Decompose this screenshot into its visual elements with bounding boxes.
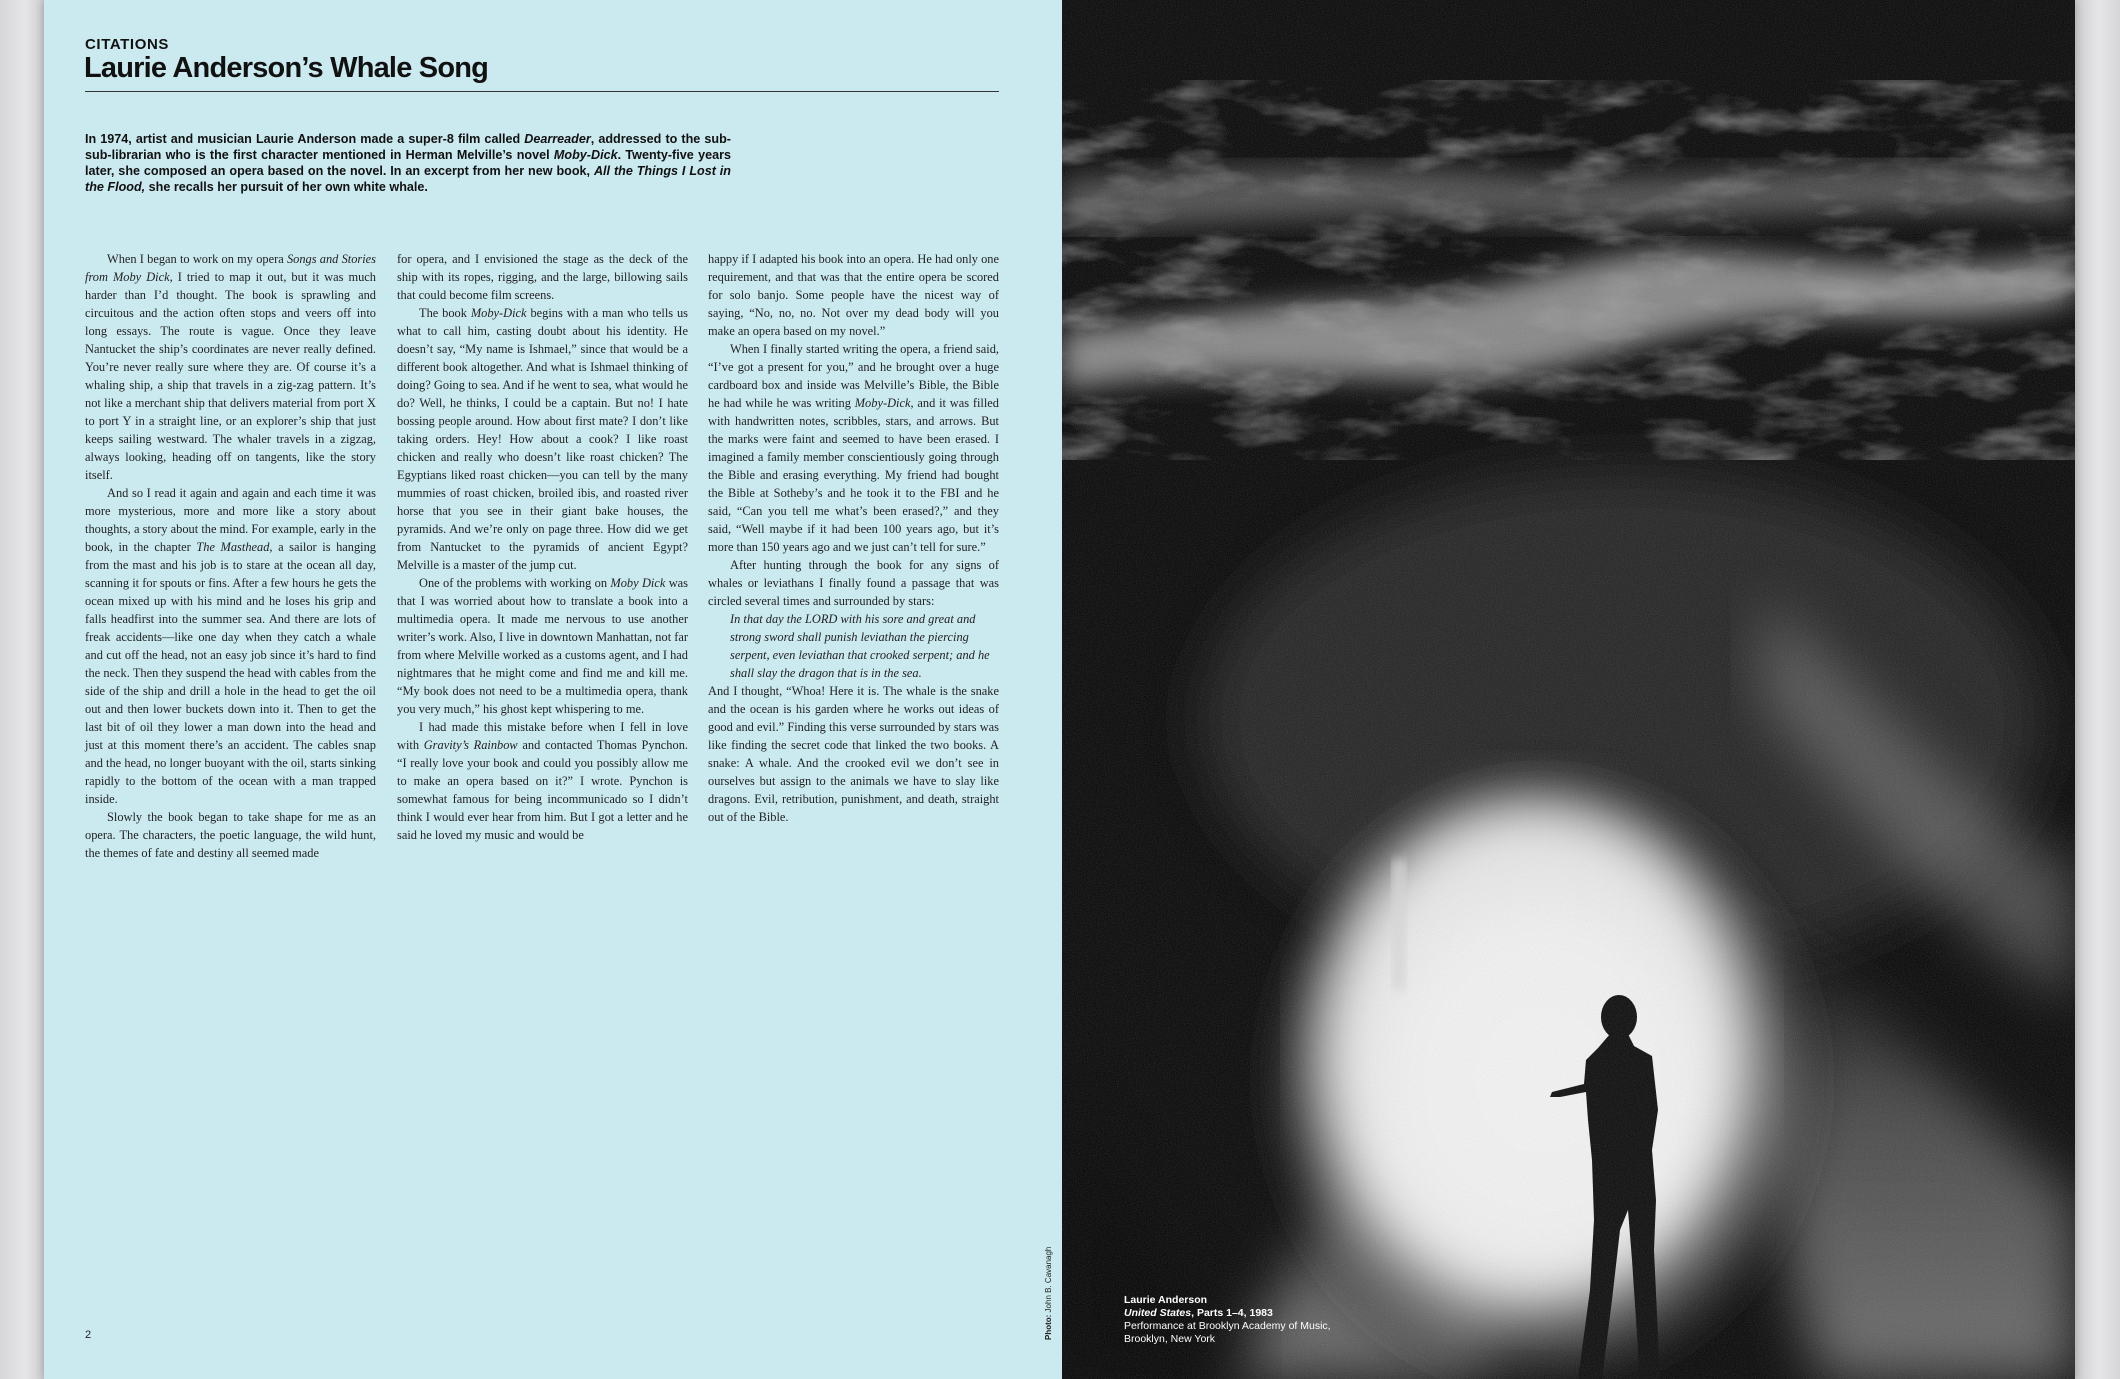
article-intro: In 1974, artist and musician Laurie Anderson made a super-8 film called Dearreader, addressed to the sub-sub-librarian who is the first character mentioned in Herman Melville’s novel Moby-Dick. Twenty-five years later, she composed an opera based on the novel. In an excerpt from her new book, All the Things I Lost in the Flood, she recalls her pursuit of her own white whale. — [85, 132, 731, 194]
paragraph: And I thought, “Whoa! Here it is. The whale is the snake and the ocean is his garden where he works out ideas of good and evil.” Finding this verse surrounded by stars was like finding the secret code that linked the two books. A snake: A whale. And the crooked evil we don’t see in ourselves but assign to the animals we have to slay like dragons. Evil, retribution, punishment, and death, straight out of the Bible. — [708, 684, 999, 824]
caption-work: United States, Parts 1–4, 1983 — [1124, 1307, 1273, 1319]
paragraph: I had made this mistake before when I fell in love with Gravity’s Rainbow and contacted Thomas Pynchon. “I really love your book and could you possibly allow me to make an opera based on it?” I wrote. Pynchon is somewhat famous for being incommunicado so I didn’t think I would ever hear from him. But I got a letter and he said he loved my music and would be — [397, 720, 688, 842]
body-column-3 — [708, 250, 999, 826]
performance-photo — [1062, 0, 2075, 1379]
article-headline: Laurie Anderson’s Whale Song — [84, 52, 489, 84]
body-column-1 — [85, 250, 376, 862]
photo-caption — [1124, 1294, 1331, 1346]
paragraph: for opera, and I envisioned the stage as the deck of the ship with its ropes, rigging, and the large, billowing sails that could become film screens. — [397, 252, 688, 302]
paragraph: When I finally started writing the opera, a friend said, “I’ve got a present for you,” and he brought over a huge cardboard box and inside was Melville’s Bible, the Bible he had while he was writing Moby-Dick, and it was filled with handwritten notes, scribbles, stars, and arrows. But the marks were faint and seemed to have been erased. I imagined a family member conscientiously going through the Bible and erasing everything. My friend had bought the Bible at Sotheby’s and he took it to the FBI and he said, “Can you tell me what’s been erased?,” and they said, “Well maybe if it had been 100 years ago, but it’s more than 150 years ago and we just can’t tell for sure.” — [708, 342, 999, 554]
paragraph: One of the problems with working on Moby Dick was that I was worried about how to translate a book into a multimedia opera. It made me nervous to use another writer’s work. Also, I live in downtown Manhattan, not far from where Melville worked as a customs agent, and I had nightmares that he might come and find me and kill me. “My book does not need to be a multimedia opera, thank you very much,” his ghost kept whispering to me. — [397, 576, 688, 716]
body-column-2 — [397, 250, 688, 844]
paragraph: When I began to work on my opera Songs and Stories from Moby Dick, I tried to map it out, but it was much harder than I’d thought. The book is sprawling and circuitous and the action often stops and veers off into long essays. The route is vague. Once they leave Nantucket the ship’s coordinates are never really defined. You’re never really sure where they are. Of course it’s a whaling ship, a ship that travels in a zig-zag pattern. It’s not like a merchant ship that delivers material from port X to port Y in a straight line, or an explorer’s ship that just keeps sailing westward. The whaler travels in a zigzag, always looking, heading off on tangents, like the story itself. — [85, 252, 376, 482]
page-number: 2 — [85, 1329, 92, 1341]
headline-rule — [85, 91, 999, 92]
section-label: CITATIONS — [85, 36, 170, 53]
bible-verse-quote: In that day the LORD with his sore and great and strong sword shall punish leviathan the piercing serpent, even leviathan that crooked serpent; and he shall slay the dragon that is in the sea. — [730, 612, 990, 680]
caption-artist: Laurie Anderson — [1124, 1294, 1208, 1306]
caption-venue: Performance at Brooklyn Academy of Music, — [1124, 1320, 1331, 1332]
right-page-photo — [1062, 0, 2075, 1379]
paragraph: happy if I adapted his book into an opera. He had only one requirement, and that was that the entire opera be scored for solo banjo. Some people have the nicest way of saying, “No, no, no. Not over my dead body will you make an opera based on my novel.” — [708, 252, 999, 338]
paragraph: Slowly the book began to take shape for me as an opera. The characters, the poetic language, the wild hunt, the themes of fate and destiny all seemed made — [85, 810, 376, 860]
magazine-spread — [44, 0, 2075, 1379]
caption-location: Brooklyn, New York — [1124, 1333, 1216, 1345]
paragraph: The book Moby-Dick begins with a man who tells us what to call him, casting doubt about his identity. He doesn’t say, “My name is Ishmael,” since that would be a different book altogether. And what is Ishmael thinking of doing? Going to sea. And if he went to sea, what would he do? Well, he thinks, I could be a captain. But no! I hate bossing people around. How about first mate? I don’t like taking orders. Hey! How about a cook? I like roast chicken and really who doesn’t like roast chicken? The Egyptians liked roast chicken—you can tell by the many mummies of roast chicken, broiled ibis, and roasted river horse that you see in their giant bake houses, the pyramids. And we’re only on page three. How did we get from Nantucket to the pyramids of ancient Egypt? Melville is a master of the jump cut. — [397, 306, 688, 572]
photo-credit: Photo: John B. Cavanagh — [1044, 1246, 1053, 1340]
left-page — [44, 0, 1062, 1379]
paragraph: After hunting through the book for any signs of whales or leviathans I finally found a passage that was circled several times and surrounded by stars: — [708, 558, 999, 608]
paragraph: And so I read it again and again and each time it was more mysterious, more and more like a story about thoughts, a story about the mind. For example, early in the book, in the chapter The Masthead, a sailor is hanging from the mast and his job is to stare at the ocean all day, scanning it for spouts or fins. After a few hours he gets the ocean mixed up with his mind and he loses his grip and falls headfirst into the summer sea. And there are lots of freak accidents—like one day when they catch a whale and cut off the head, not an easy job since it’s hard to find the neck. Then they suspend the head with cables from the side of the ship and drill a hole in the head to get the oil out and then lower buckets down into it. Then to get the last bit of oil they lower a man down into the head and just at this moment there’s an accident. The cables snap and the head, no longer buoyant with the oil, starts sinking rapidly to the bottom of the ocean with a man trapped inside. — [85, 486, 376, 806]
